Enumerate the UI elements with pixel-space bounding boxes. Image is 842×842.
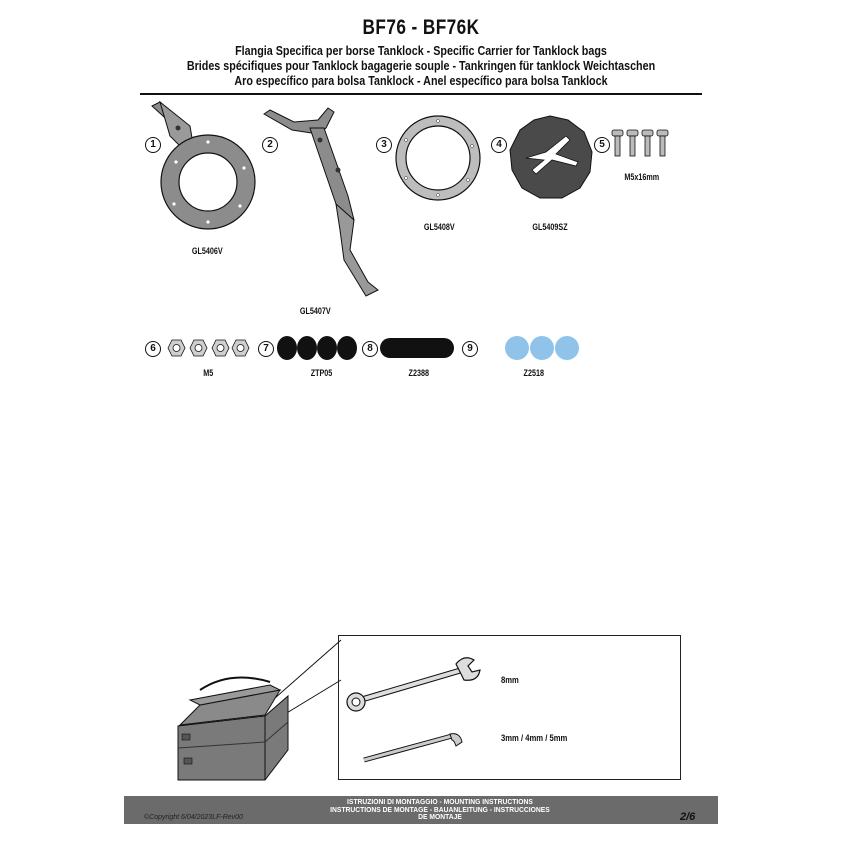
- part-code-3: GL5408V: [423, 222, 455, 232]
- wrench-icon: [347, 658, 480, 711]
- part-number-8: 8: [362, 341, 378, 357]
- part-code-9: Z2518: [523, 368, 544, 378]
- header-rule: [140, 93, 702, 95]
- tools-drawing: [344, 650, 489, 775]
- part-code-1: GL5406V: [191, 246, 223, 256]
- ring-3-drawing: [390, 108, 490, 208]
- footer-instructions: [314, 798, 566, 821]
- part-number-6: 6: [145, 341, 161, 357]
- rubber-strip-8-drawing: [378, 336, 458, 360]
- page-number: 2/6: [680, 811, 696, 823]
- part-code-6: M5: [203, 368, 214, 378]
- part-code-5: M5x16mm: [624, 172, 660, 182]
- toolbox-drawing: [170, 630, 350, 790]
- footer-instructions-line-1: ISTRUZIONI DI MONTAGGIO - MOUNTING INSTRUCTIONS: [347, 797, 533, 806]
- footer-instructions-line-3: DE MONTAJE: [418, 812, 462, 821]
- nuts-6-drawing: [164, 336, 254, 360]
- document-title: BF76 - BF76K: [362, 16, 480, 39]
- rubber-pads-7-drawing: [275, 334, 361, 362]
- plate-4-drawing: [506, 112, 596, 202]
- part-code-8: Z2388: [408, 368, 429, 378]
- part-code-7: ZTP05: [310, 368, 333, 378]
- copyright-text: ©Copyright 6/04/2023LF-Rev00: [144, 814, 243, 821]
- blue-pads-9-drawing: [504, 334, 584, 362]
- footer-instructions-line-2: INSTRUCTIONS DE MONTAGE - BAUANLEITUNG - INSTRUCCIONES: [330, 804, 550, 814]
- part-number-2: 2: [262, 137, 278, 153]
- hex-key-sizes-label: 3mm / 4mm / 5mm: [501, 733, 568, 743]
- part-code-2: GL5407V: [299, 306, 331, 316]
- part-number-5: 5: [594, 137, 610, 153]
- subtitle-line-3: Aro específico para bolsa Tanklock - Anel específico para bolsa Tanklock: [234, 74, 608, 88]
- wrench-size-label: 8mm: [501, 675, 519, 685]
- part-number-7: 7: [258, 341, 274, 357]
- subtitle-line-1: Flangia Specifica per borse Tanklock - Specific Carrier for Tanklock bags: [235, 44, 607, 58]
- hex-key-icon: [364, 734, 462, 760]
- bracket-ring-1-drawing: [140, 98, 270, 238]
- bracket-2-drawing: [258, 100, 388, 300]
- screws-5-drawing: [610, 128, 674, 160]
- subtitle-line-2: Brides spécifiques pour Tanklock bagagerie souple - Tankringen für tanklock Weichtaschen: [186, 59, 656, 73]
- part-number-4: 4: [491, 137, 507, 153]
- part-number-3: 3: [376, 137, 392, 153]
- part-number-1: 1: [145, 137, 161, 153]
- part-code-4: GL5409SZ: [532, 222, 568, 232]
- part-number-9: 9: [462, 341, 478, 357]
